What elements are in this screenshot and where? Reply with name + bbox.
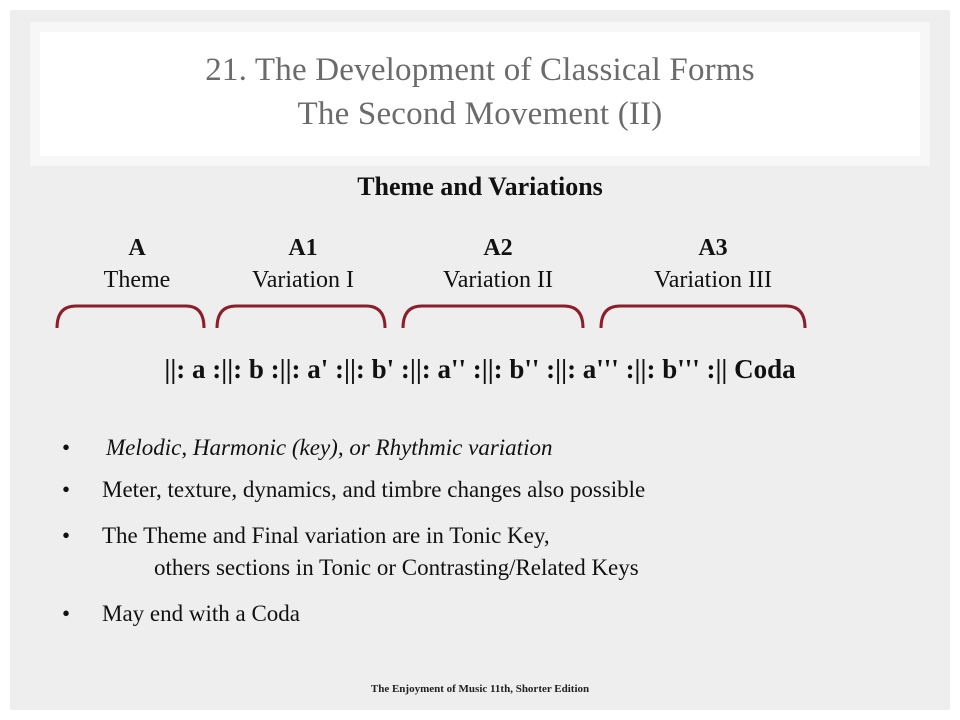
section-letter: A2 xyxy=(483,235,513,261)
subtitle: Theme and Variations xyxy=(357,172,603,201)
section-letter: A3 xyxy=(698,235,728,261)
section-brackets xyxy=(0,300,960,340)
bullet-dot: • xyxy=(62,477,71,502)
title-box xyxy=(30,22,930,166)
bracket-theme xyxy=(57,306,204,328)
bracket-variation-3 xyxy=(601,306,805,328)
section-desc: Theme xyxy=(103,267,171,293)
section-letter: A1 xyxy=(288,235,318,261)
bullet-text: The Theme and Final variation are in Tonic Key, xyxy=(102,523,550,548)
title-line-1: 21. The Development of Classical Forms xyxy=(205,52,755,88)
bullet-dot: • xyxy=(62,435,71,460)
form-scheme: ||: a :||: b :||: a' :||: b' :||: a'' :||: b'' :||: a''' :||: b''' :|| Coda xyxy=(164,354,796,384)
bullet-item xyxy=(62,520,922,584)
bracket-variation-2 xyxy=(403,306,583,328)
bullet-list xyxy=(62,432,922,630)
bullet-text: Melodic, Harmonic (key), or Rhythmic variation xyxy=(106,435,553,460)
section-desc: Variation II xyxy=(443,267,553,293)
title-line-2: The Second Movement (II) xyxy=(297,96,663,132)
section-a xyxy=(42,232,232,296)
section-a2 xyxy=(403,232,593,296)
section-a1 xyxy=(208,232,398,296)
section-desc: Variation III xyxy=(654,267,772,293)
bullet-subtext: others sections in Tonic or Contrasting/Related Keys xyxy=(154,555,639,580)
bullet-text: Meter, texture, dynamics, and timbre changes also possible xyxy=(102,477,646,502)
bullet-text: May end with a Coda xyxy=(102,601,301,626)
bullet-dot: • xyxy=(62,601,71,626)
bullet-dot: • xyxy=(62,523,71,548)
section-letter: A xyxy=(128,235,146,261)
bullet-item xyxy=(62,598,922,630)
bullet-item xyxy=(62,474,922,506)
bullet-item xyxy=(62,432,922,464)
section-a3 xyxy=(618,232,808,296)
bracket-variation-1 xyxy=(217,306,385,328)
title-inner xyxy=(40,32,920,156)
section-desc: Variation I xyxy=(252,267,354,293)
footer-citation: The Enjoyment of Music 11th, Shorter Edition xyxy=(370,683,590,695)
